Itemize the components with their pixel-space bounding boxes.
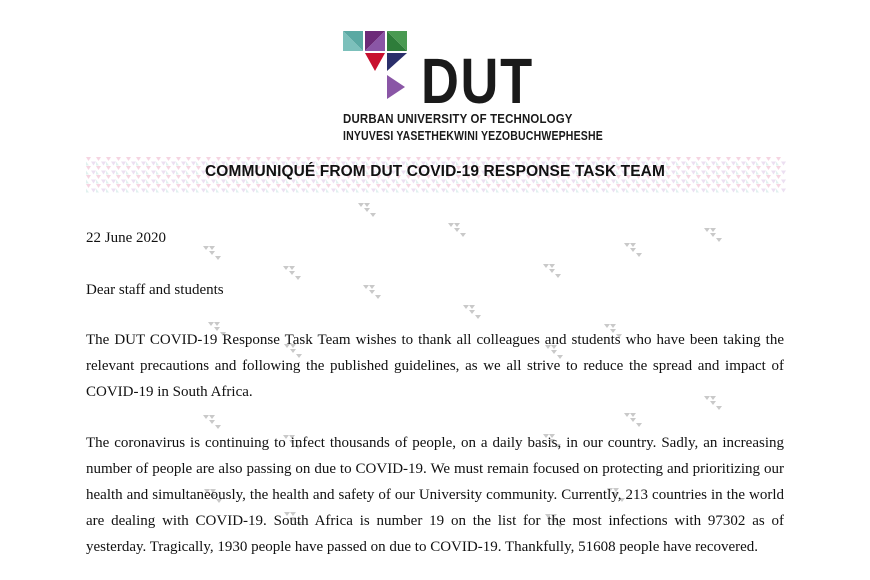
paragraph-1: The DUT COVID-19 Response Task Team wishes to thank all colleagues and students who have been taking the relevant precautions and following the published guidelines, as we all strive to reduce the spread and impact of COVID-19 in South Africa.: [86, 332, 784, 400]
watermark-triangles-icon: [543, 264, 561, 278]
dut-logo: [343, 31, 603, 143]
watermark-triangles-icon: [704, 228, 722, 242]
paragraph-2: The coronavirus is continuing to infect thousands of people, on a daily basis, in our country. Sadly, an increasing number of people are also passing on due to COVID-19. We must remain focused on protecting and prioritizing our health and simultaneously, the health and safety of our University community. Currently, 213 countries in the world are dealing with COVID-19. South Africa is number 19 on the list for the most infections with 97302 as of yesterday. Tragically, 1930 people have passed on due to COVID-19. Thankfully, 51608 people have recovered.: [86, 435, 784, 555]
communique-heading: COMMUNIQUÉ FROM DUT COVID-19 RESPONSE TASK TEAM: [205, 163, 665, 180]
watermark-triangles-icon: [203, 246, 221, 260]
watermark-triangles-icon: [358, 203, 376, 217]
watermark-triangles-icon: [283, 266, 301, 280]
watermark-triangles-icon: [624, 243, 642, 257]
logo-name-isizulu: INYUVESI YASETHEKWINI YEZOBUCHWEPHESHE: [343, 128, 603, 143]
watermark-triangles-icon: [363, 285, 381, 299]
dut-triangle-mark-icon: [343, 31, 423, 101]
communique-date: 22 June 2020: [86, 230, 166, 246]
logo-name-english: DURBAN UNIVERSITY OF TECHNOLOGY: [343, 111, 573, 126]
logo-wordmark: DUT: [421, 45, 534, 117]
watermark-triangles-icon: [448, 223, 466, 237]
watermark-triangles-icon: [463, 305, 481, 319]
salutation: Dear staff and students: [86, 282, 224, 298]
watermark-triangles-icon: [203, 415, 221, 429]
watermark-triangles-icon: [624, 413, 642, 427]
